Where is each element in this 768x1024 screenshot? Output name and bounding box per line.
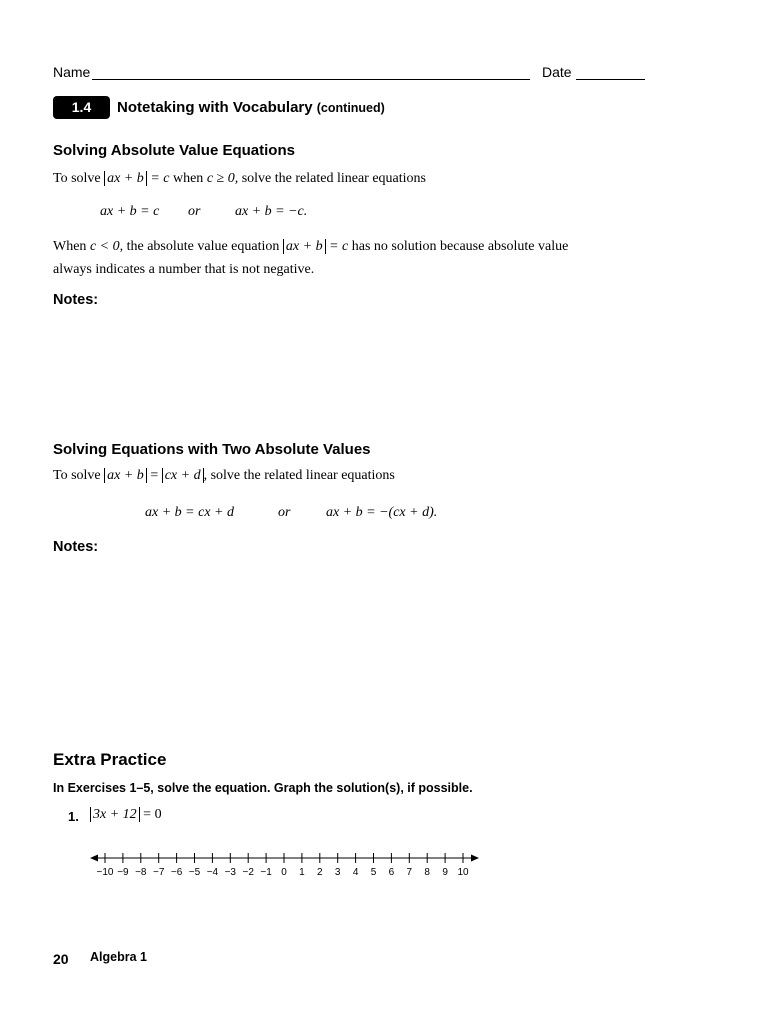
- heading-absolute-value-equations: Solving Absolute Value Equations: [53, 142, 295, 159]
- exercise-instructions: In Exercises 1–5, solve the equation. Graph the solution(s), if possible.: [53, 781, 473, 795]
- page-number: 20: [53, 951, 69, 967]
- number-line-tick-label: −9: [117, 867, 129, 878]
- text: the absolute value equation: [126, 239, 280, 254]
- abs-expression-right: cx + d: [162, 468, 204, 483]
- number-line-tick-label: −1: [260, 867, 272, 878]
- exercise-equation: [90, 807, 162, 823]
- math: = c: [150, 171, 170, 186]
- heading-two-absolute-values: Solving Equations with Two Absolute Values: [53, 441, 371, 458]
- block2-eq-left: ax + b = cx + d: [145, 505, 234, 520]
- math-condition: c < 0,: [89, 239, 124, 254]
- exercise-number: 1.: [68, 809, 79, 824]
- number-line-tick-label: 5: [370, 867, 377, 878]
- text: solve the related linear equations: [241, 171, 426, 186]
- date-blank-line: [576, 79, 645, 80]
- name-label: Name: [53, 64, 91, 80]
- number-line-tick-label: 9: [442, 867, 448, 878]
- book-title: Algebra 1: [90, 950, 147, 964]
- number-line-tick-label: 10: [457, 867, 469, 878]
- number-line-tick-label: 4: [352, 867, 359, 878]
- text: has no solution because absolute value: [351, 239, 569, 254]
- number-line-tick-label: −7: [152, 867, 165, 878]
- block1-line2: [53, 239, 568, 255]
- math-condition: c ≥ 0,: [206, 171, 239, 186]
- text: To solve: [53, 171, 101, 186]
- name-blank-line: [92, 79, 530, 80]
- abs-expression: ax + b: [104, 171, 147, 186]
- block2-eq-right: ax + b = −(cx + d).: [326, 505, 438, 520]
- extra-practice-title: Extra Practice: [53, 750, 167, 769]
- block2-line1: [53, 468, 395, 484]
- number-line-group: [90, 853, 479, 878]
- section-title: [117, 99, 385, 116]
- date-label: Date: [542, 64, 572, 80]
- number-line-tick-label: −8: [135, 867, 147, 878]
- section-title-suffix: (continued): [316, 101, 385, 115]
- section-number-badge: 1.4: [53, 96, 110, 119]
- number-line-tick-label: −10: [96, 867, 114, 878]
- text: To solve: [53, 468, 101, 483]
- number-line-tick-label: −6: [170, 867, 183, 878]
- abs-expression-left: ax + b: [104, 468, 147, 483]
- text: when: [172, 171, 204, 186]
- block1-eq-right: ax + b = −c.: [235, 204, 308, 219]
- section-title-text: Notetaking with Vocabulary: [117, 99, 313, 116]
- block1-line1: [53, 171, 426, 187]
- math: = c: [329, 239, 349, 254]
- number-line-tick-label: 1: [299, 867, 305, 878]
- block1-eq-or: or: [188, 204, 201, 219]
- block1-eq-left: ax + b = c: [100, 204, 160, 219]
- notes-label-2: Notes:: [53, 539, 99, 555]
- text: When: [53, 239, 87, 254]
- number-line-tick-label: 0: [281, 867, 287, 878]
- number-line-tick-label: 2: [317, 867, 323, 878]
- number-line-tick-label: −3: [224, 867, 237, 878]
- number-line-tick-label: 8: [424, 867, 430, 878]
- number-line-tick-label: −2: [242, 867, 254, 878]
- abs-expression: ax + b: [283, 239, 326, 254]
- text: , solve the related linear equations: [203, 468, 395, 483]
- abs-expression: 3x + 12: [90, 807, 140, 822]
- number-line-tick-label: −5: [188, 867, 201, 878]
- math: =: [150, 468, 159, 483]
- number-line: [88, 848, 488, 880]
- right-arrow-icon: [471, 855, 479, 862]
- left-arrow-icon: [90, 855, 98, 862]
- math: = 0: [143, 807, 162, 822]
- block1-line3: always indicates a number that is not negative.: [53, 262, 315, 277]
- number-line-tick-label: 6: [388, 867, 395, 878]
- number-line-tick-label: 7: [406, 867, 413, 878]
- number-line-tick-label: 3: [334, 867, 341, 878]
- notes-label-1: Notes:: [53, 292, 99, 308]
- block2-eq-or: or: [278, 505, 291, 520]
- number-line-tick-label: −4: [206, 867, 219, 878]
